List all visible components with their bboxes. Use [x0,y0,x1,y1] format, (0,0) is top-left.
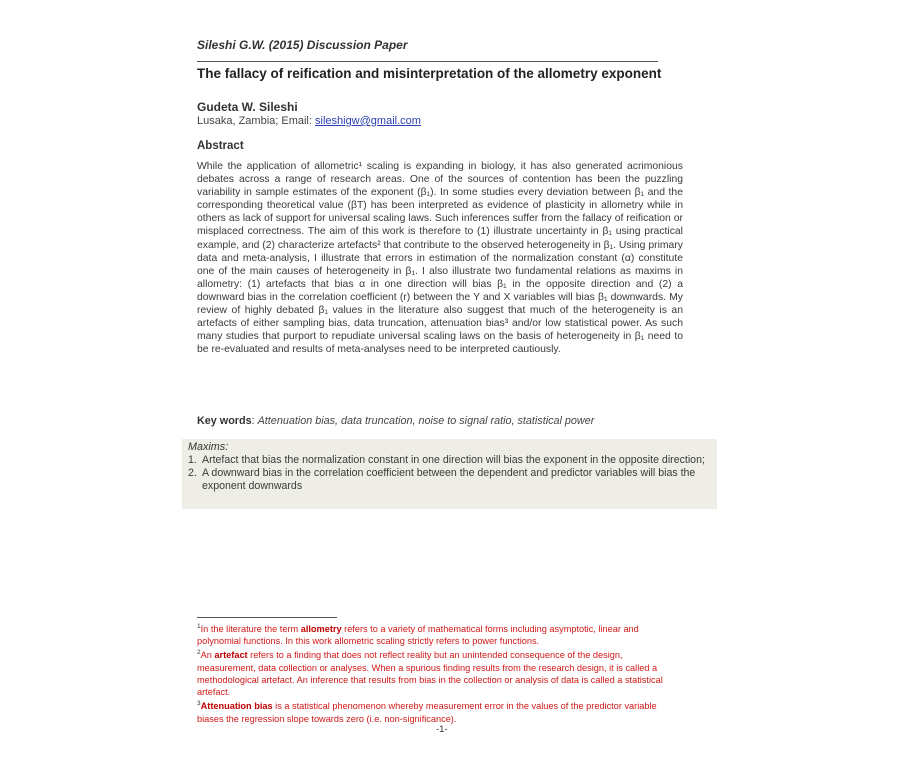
maxims-list [188,454,708,494]
header-rule [197,61,658,62]
author-affiliation [197,115,421,127]
abstract-heading: Abstract [197,140,244,152]
affiliation-text: Lusaka, Zambia; Email: [197,115,315,127]
footnote: $^3$Attenuation bias is a statistical phenomenon whereby measurement error in the values of the predictor variable biases the regression slope towards zero (i.e. non-significance). [197,700,657,724]
footnote: $^1$In the literature the term allometry refers to a variety of mathematical forms including asymptotic, linear and polynomial functions. In this work allometric scaling strictly refers to power functions. [197,623,639,647]
abstract-body: While the application of allometric¹ scaling is expanding in biology, it has also generated acrimonious debates across a range of research areas. One of the sources of contention has been the puzzling variability in sample estimates of the exponent (β₁). In some studies every deviation between β₁ and the corresponding theoretical value (βT) has been interpreted as evidence of plasticity in allometry while in others as lack of support for universal scaling laws. Such inferences suffer from the fallacy of reification or misplaced correctness. The aim of this work is therefore to (1) illustrate uncertainty in β₁ using practical example, and (2) characterize artefacts² that contribute to the observed heterogeneity in β₁. Using primary data and meta-analysis, I illustrate that errors in estimation of the normalization constant (α) constitute one of the main causes of heterogeneity in β₁. I also illustrate two fundamental relations as maxims in allometry: (1) artefacts that bias α in one direction will bias β₁ in the opposite direction and (2) a downward bias in the correlation coefficient (r) between the Y and X variables will bias β₁ downwards. My review of highly debated β₁ values in the literature also suggest that much of the heterogeneity is an artefacts of either sampling bias, data truncation, attenuation bias³ and/or low statistical power. As such many studies that purport to repudiate universal scaling laws on the basis of heterogeneity in β₁ need to be re-evaluated and results of meta-analyses need to be interpreted cautiously. [197,161,683,356]
maxim-item [188,454,708,467]
maxim-item [188,467,708,493]
paper-title: The fallacy of reification and misinterpretation of the allometry exponent [197,66,662,81]
maxim-number: 2. [188,467,197,480]
page-number: -1- [436,724,448,735]
author-name: Gudeta W. Sileshi [197,100,298,114]
maxims-box [182,439,717,509]
keywords-label: Key words [197,415,252,427]
maxim-number: 1. [188,454,197,466]
footnote-rule [197,617,337,618]
keywords-values: Attenuation bias, data truncation, noise to signal ratio, statistical power [257,415,595,427]
maxim-text: Artefact that bias the normalization constant in one direction will bias the exponent in the opposite direction; [202,454,705,466]
maxim-text: A downward bias in the correlation coefficient between the dependent and predictor variables will bias the exponent downwards [202,467,696,493]
email-link[interactable]: sileshigw@gmail.com [315,115,421,127]
footnote: $^2$An artefact refers to a finding that does not reflect reality but an unintended consequence of the design, measurement, data collection or analyses. When a spurious finding results from the research design, it is called a methodological artefact. An inference that results from bias in the collection or analysis of data is called a statistical artefact. [197,649,663,698]
running-head: Sileshi G.W. (2015) Discussion Paper [197,38,408,52]
maxims-heading: Maxims: [188,441,229,453]
footnotes [197,621,667,725]
keywords-line: Key words: Attenuation bias, data truncation, noise to signal ratio, statistical power [197,415,595,427]
